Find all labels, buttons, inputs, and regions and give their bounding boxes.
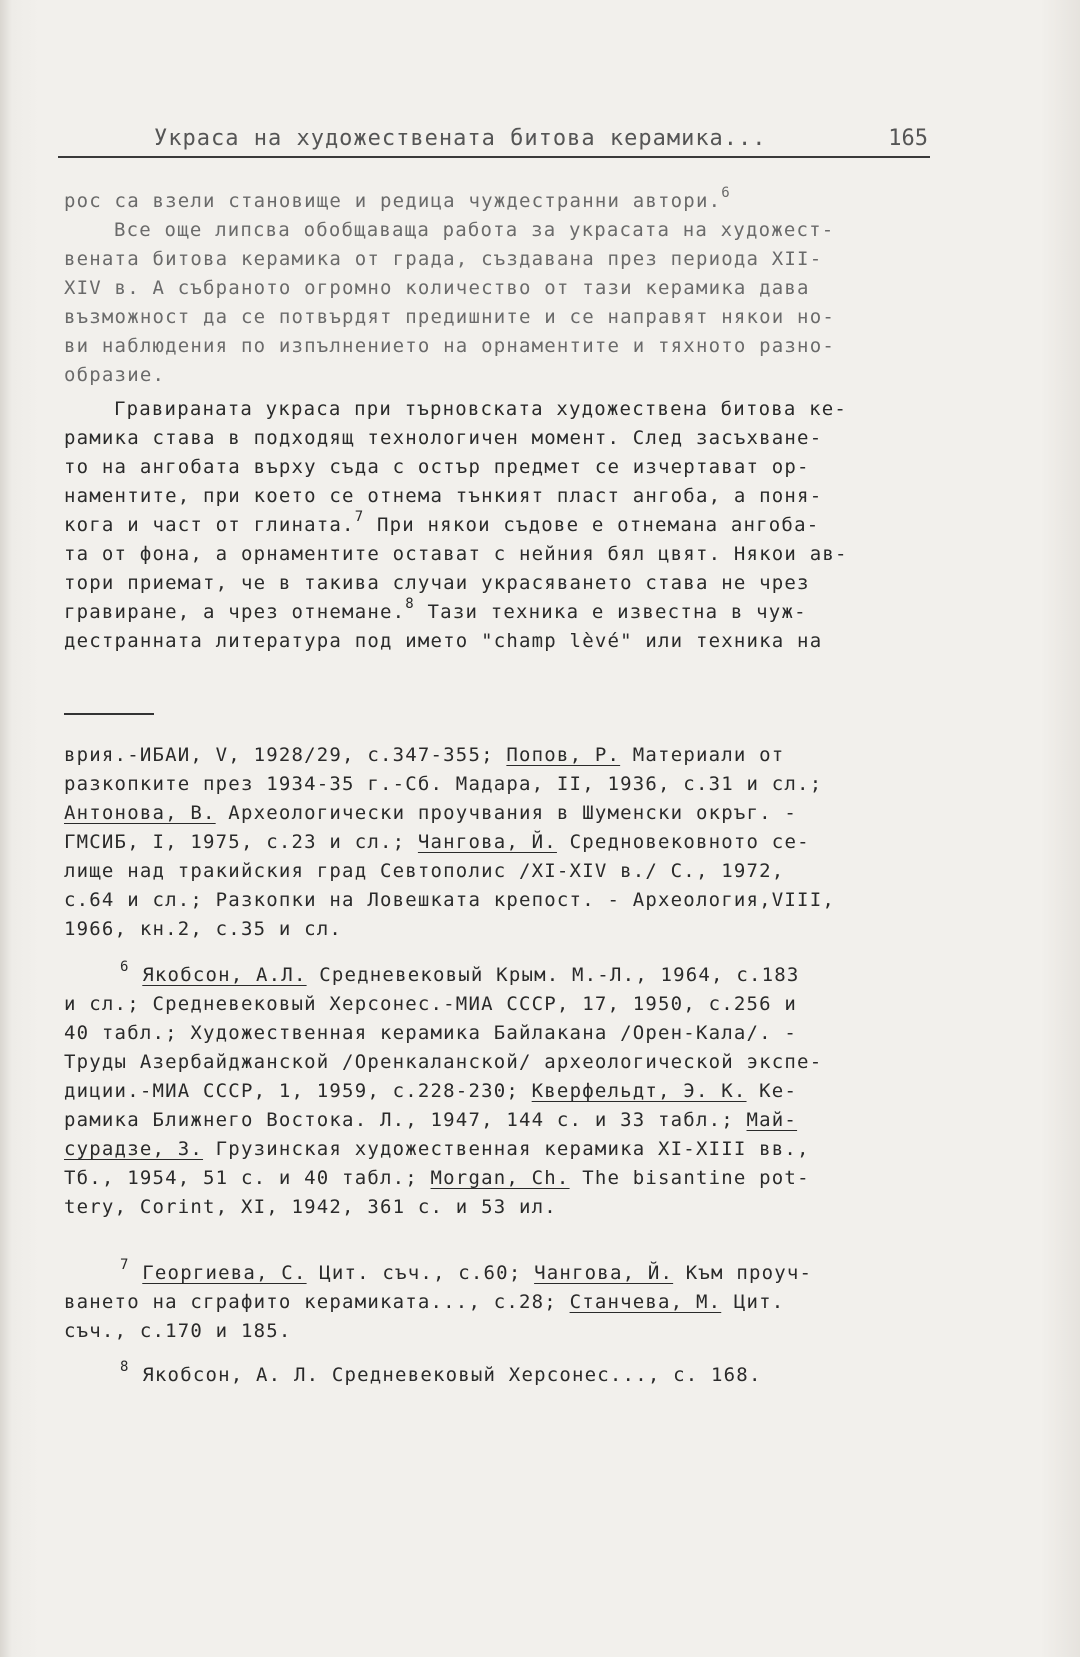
author-name: Станчева, М. xyxy=(569,1291,722,1313)
footnote-line: с.64 и сл.; Разкопки на Ловешката крепост. - Археология,VIII, xyxy=(64,889,835,911)
author-name: Антонова, В. xyxy=(64,802,216,824)
text-line: то на ангобата върху съда с остър предмет се изчертават ор- xyxy=(64,456,810,478)
text-line: възможност да се потвърдят предишните и се направят някои но- xyxy=(64,306,835,328)
text-line: гравиране, а чрез отнемане.$^8$ Тази техника е известна в чуж- xyxy=(64,596,807,623)
author-name: Кверфельдт, Э. К. xyxy=(531,1080,747,1102)
footnote-marker: 7 xyxy=(354,509,365,525)
footnote-line: 40 табл.; Художественная керамика Байлакана /Орен-Кала/. - xyxy=(64,1022,798,1044)
text-line: дестранната литература под името "champ lèvé" или техника на xyxy=(64,630,823,652)
text-line: тори приемат, че в такива случаи украсяването става не чрез xyxy=(64,572,810,594)
author-name: Morgan, Ch. xyxy=(430,1167,570,1189)
text-line: Гравираната украса при търновската художествена битова ке- xyxy=(114,398,848,420)
footnote-line: лище над тракийския град Севтополис /XI-XIV в./ С., 1972, xyxy=(64,860,785,882)
footnote-marker: 6 xyxy=(721,185,731,201)
text-line: рос са взели становище и редица чуждестранни автори.$^6$ xyxy=(64,185,731,212)
footnote-marker: 8 xyxy=(405,596,415,612)
text-line: наментите, при което се отнема тънкият пласт ангоба, а поня- xyxy=(64,485,823,507)
footnote-line: съч., с.170 и 185. xyxy=(64,1320,292,1342)
footnote-line: диции.-МИА СССР, 1, 1959, с.228-230; Кверфельдт, Э. К. Ке- xyxy=(64,1080,798,1102)
footnote-number: 7 xyxy=(120,1257,130,1273)
footnote-number: 8 xyxy=(120,1359,130,1375)
footnote-line: и сл.; Средневековый Херсонес.-МИА СССР, 17, 1950, с.256 и xyxy=(64,993,798,1015)
text-line: ви наблюдения по изпълнението на орнаментите и тяхното разно- xyxy=(64,335,835,357)
footnote-line: ването на сграфито керамиката..., с.28; Станчева, М. Цит. xyxy=(64,1291,785,1313)
footnote-line: разкопките през 1934-35 г.-Сб. Мадара, II, 1936, с.31 и сл.; xyxy=(64,773,823,795)
author-name: Якобсон, А.Л. xyxy=(142,964,307,986)
text-line: вената битова керамика от града, създавана през периода XII- xyxy=(64,248,823,270)
footnote-line: врия.-ИБАИ, V, 1928/29, с.347-355; Попов, Р. Материали от xyxy=(64,744,785,766)
footnote-line: рамика Ближнего Востока. Л., 1947, 144 с. и 33 табл.; Май- xyxy=(64,1109,798,1131)
footnote-line: ГМСИБ, I, 1975, с.23 и сл.; Чангова, Й. Средновековното се- xyxy=(64,831,810,853)
footnote-line: tery, Corint, XI, 1942, 361 с. и 53 ил. xyxy=(64,1196,557,1218)
page-number: 165 xyxy=(888,126,928,151)
running-title: Украса на художествената битова керамика... xyxy=(154,126,767,151)
author-name: сурадзе, З. xyxy=(64,1138,204,1160)
footnote-line: Тб., 1954, 51 с. и 40 табл.; Morgan, Ch. The bisantine pot- xyxy=(64,1167,810,1189)
author-name: Чангова, Й. xyxy=(534,1262,674,1284)
footnote-number: 6 xyxy=(120,959,130,975)
text-line: образие. xyxy=(64,364,166,386)
footnote-separator xyxy=(64,713,154,715)
author-name: Георгиева, С. xyxy=(142,1262,307,1284)
footnote-line: 1966, кн.2, с.35 и сл. xyxy=(64,918,343,940)
text-line: та от фона, а орнаментите остават с нейния бял цвят. Някои ав- xyxy=(64,543,848,565)
footnote-line: Труды Азербайджанской /Оренкаланской/ археологической экспе- xyxy=(64,1051,823,1073)
author-name: Попов, Р. xyxy=(506,744,621,766)
author-name: Май- xyxy=(746,1109,798,1131)
footnote-line: сурадзе, З. Грузинская художественная керамика XI-XIII вв., xyxy=(64,1138,810,1160)
page-header xyxy=(58,126,930,158)
footnote-6: $^6$ Якобсон, А.Л. Средневековый Крым. М.-Л., 1964, с.183 xyxy=(120,959,800,986)
footnote-line: Антонова, В. Археологически проучвания в Шуменски окръг. - xyxy=(64,802,798,824)
footnote-7: $^7$ Георгиева, С. Цит. съч., с.60; Чангова, Й. Към проуч- xyxy=(120,1257,813,1284)
text-line: рамика става в подходящ технологичен момент. След засъхване- xyxy=(64,427,823,449)
author-name: Чангова, Й. xyxy=(417,831,557,853)
text-line: Все още липсва обобщаваща работа за украсата на художест- xyxy=(114,219,835,241)
footnote-8: $^8$ Якобсон, А. Л. Средневековый Херсонес..., с. 168. xyxy=(120,1359,762,1386)
text-line: кога и част от глината.$^7$ При някои съдове е отнемана ангоба- xyxy=(64,509,820,536)
text-line: XIV в. А събраното огромно количество от тази керамика дава xyxy=(64,277,810,299)
